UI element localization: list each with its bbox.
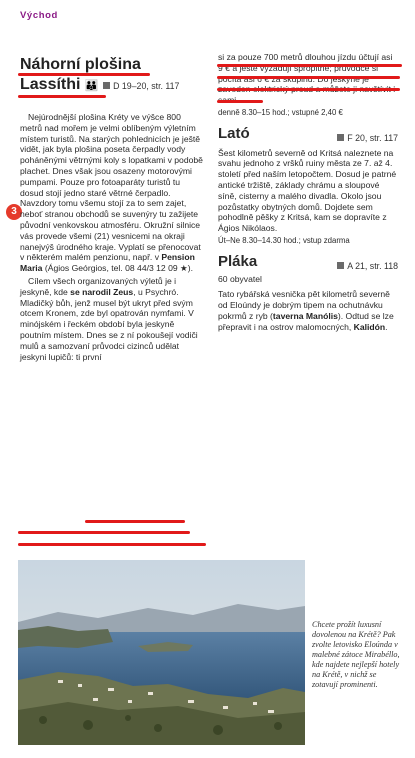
landscape-photo	[18, 560, 305, 745]
paragraph: Cílem všech organizovaných výletů je i jeskyně, kde se narodil Zeus, u Psychró. Mladičký bůh, jenž musel být ukryt před svým otcem Kronem, zde byl opatrován nymfami. V minójském i řeckém období byla jeskyně poutním místem. Dnes se z ní pokoušejí vodiči mulů a samozvaní průvodci cizinců udělat jeskyni lupičů: ti první	[20, 275, 198, 362]
highlight-underline	[217, 100, 263, 103]
highlight-underline	[217, 64, 402, 67]
location-marker: 3	[6, 204, 22, 220]
highlight-underline	[217, 88, 400, 91]
title-line-1: Náhorní plošina	[20, 56, 141, 73]
paragraph: Tato rybářská vesnička pět kilometrů severně od Eloúndy je dobrým tipem na ochutnávku pokrmů z ryb (taverna Manólis). Odtud se lze přepravit i na ostrov malomocných, Kalidón.	[218, 289, 394, 332]
opening-hours: denně 8.30–15 hod.; vstupné 2,40 €	[218, 107, 343, 117]
left-column	[20, 112, 205, 364]
map-square-icon	[103, 82, 110, 89]
highlight-underline	[18, 95, 106, 98]
family-icon: 👪	[84, 80, 99, 92]
photo-caption: Chcete prožít luxusní dovolenou na Krétě? Pak zvolte letovisko Eloúnda v malebné zátoce Mirabéllo, kde najdete nejlepší hotely na Krétě, v nichž se zotavují prominenti.	[312, 620, 400, 689]
paragraph: si za pouze 700 metrů dlouhou jízdu účtují asi 9 € a ještě vyžadují spropitné; průvodce si počítá asi 6 € za skupinu. Do jeskyně je zaveden elektrický proud a můžete ji navštívit i sami.	[218, 52, 396, 106]
map-square-icon	[337, 262, 344, 269]
opening-hours: Út–Ne 8.30–14.30 hod.; vstup zdarma	[218, 235, 350, 245]
heading-plaka: Pláka A 21, str. 118	[218, 252, 398, 271]
map-ref: D 19–20, str. 117	[113, 81, 180, 91]
population: 60 obyvatel	[218, 273, 262, 284]
paragraph: Šest kilometrů severně od Kritsá naleznete na svahu jednoho z vršků ruiny města ze 7. až 4. století před naším letopočtem. Dosud je patrné antické tržiště, základy chrámu a sloupové síně, cisterny a malého divadla. Okolo jsou pozůstatky obytných domů. Dojdete sem pohodlně pěšky z Kritsá, kam se dopravíte z Ágios Nikólaos.	[218, 147, 397, 234]
right-column	[218, 52, 398, 335]
highlight-underline	[217, 76, 400, 79]
highlight-underline	[18, 73, 150, 76]
highlight-underline	[85, 520, 185, 523]
heading-lato: Lató F 20, str. 117	[218, 124, 398, 143]
title-line-2: Lassíthi 👪 D 19–20, str. 117	[20, 76, 180, 93]
map-square-icon	[337, 134, 344, 141]
section-label: Východ	[20, 10, 58, 21]
highlight-underline	[18, 543, 206, 546]
paragraph: Nejúrodnější plošina Kréty ve výšce 800 metrů nad mořem je velmi oblíbeným výletním místem turistů. Na starých pohlednicích je ještě vidět, jak byla plošina poseta čerpadly vody poháněnými větrnými koly s lopatkami v podobě plachet. Dnes však jsou osazeny motorovými pumpami. Pouze pro fotoaparáty turistů tu dosud stojí jedno staré větrné čerpadlo. Navzdory tomu všemu stojí za to sem zajet, neboť stranou obchodů se suvenýry tu zažijete původní venkovskou atmosféru. Okružní silnice vás provede všemi (21) vesnicemi na okraji nanejvýš úrodného kraje. Vyplatí se přenocovat v některém malém penzionu, např. v Pension Maria (Ágios Geórgios, tel. 08 44/3 12 09 ★).	[20, 112, 203, 274]
highlight-underline	[18, 531, 190, 534]
